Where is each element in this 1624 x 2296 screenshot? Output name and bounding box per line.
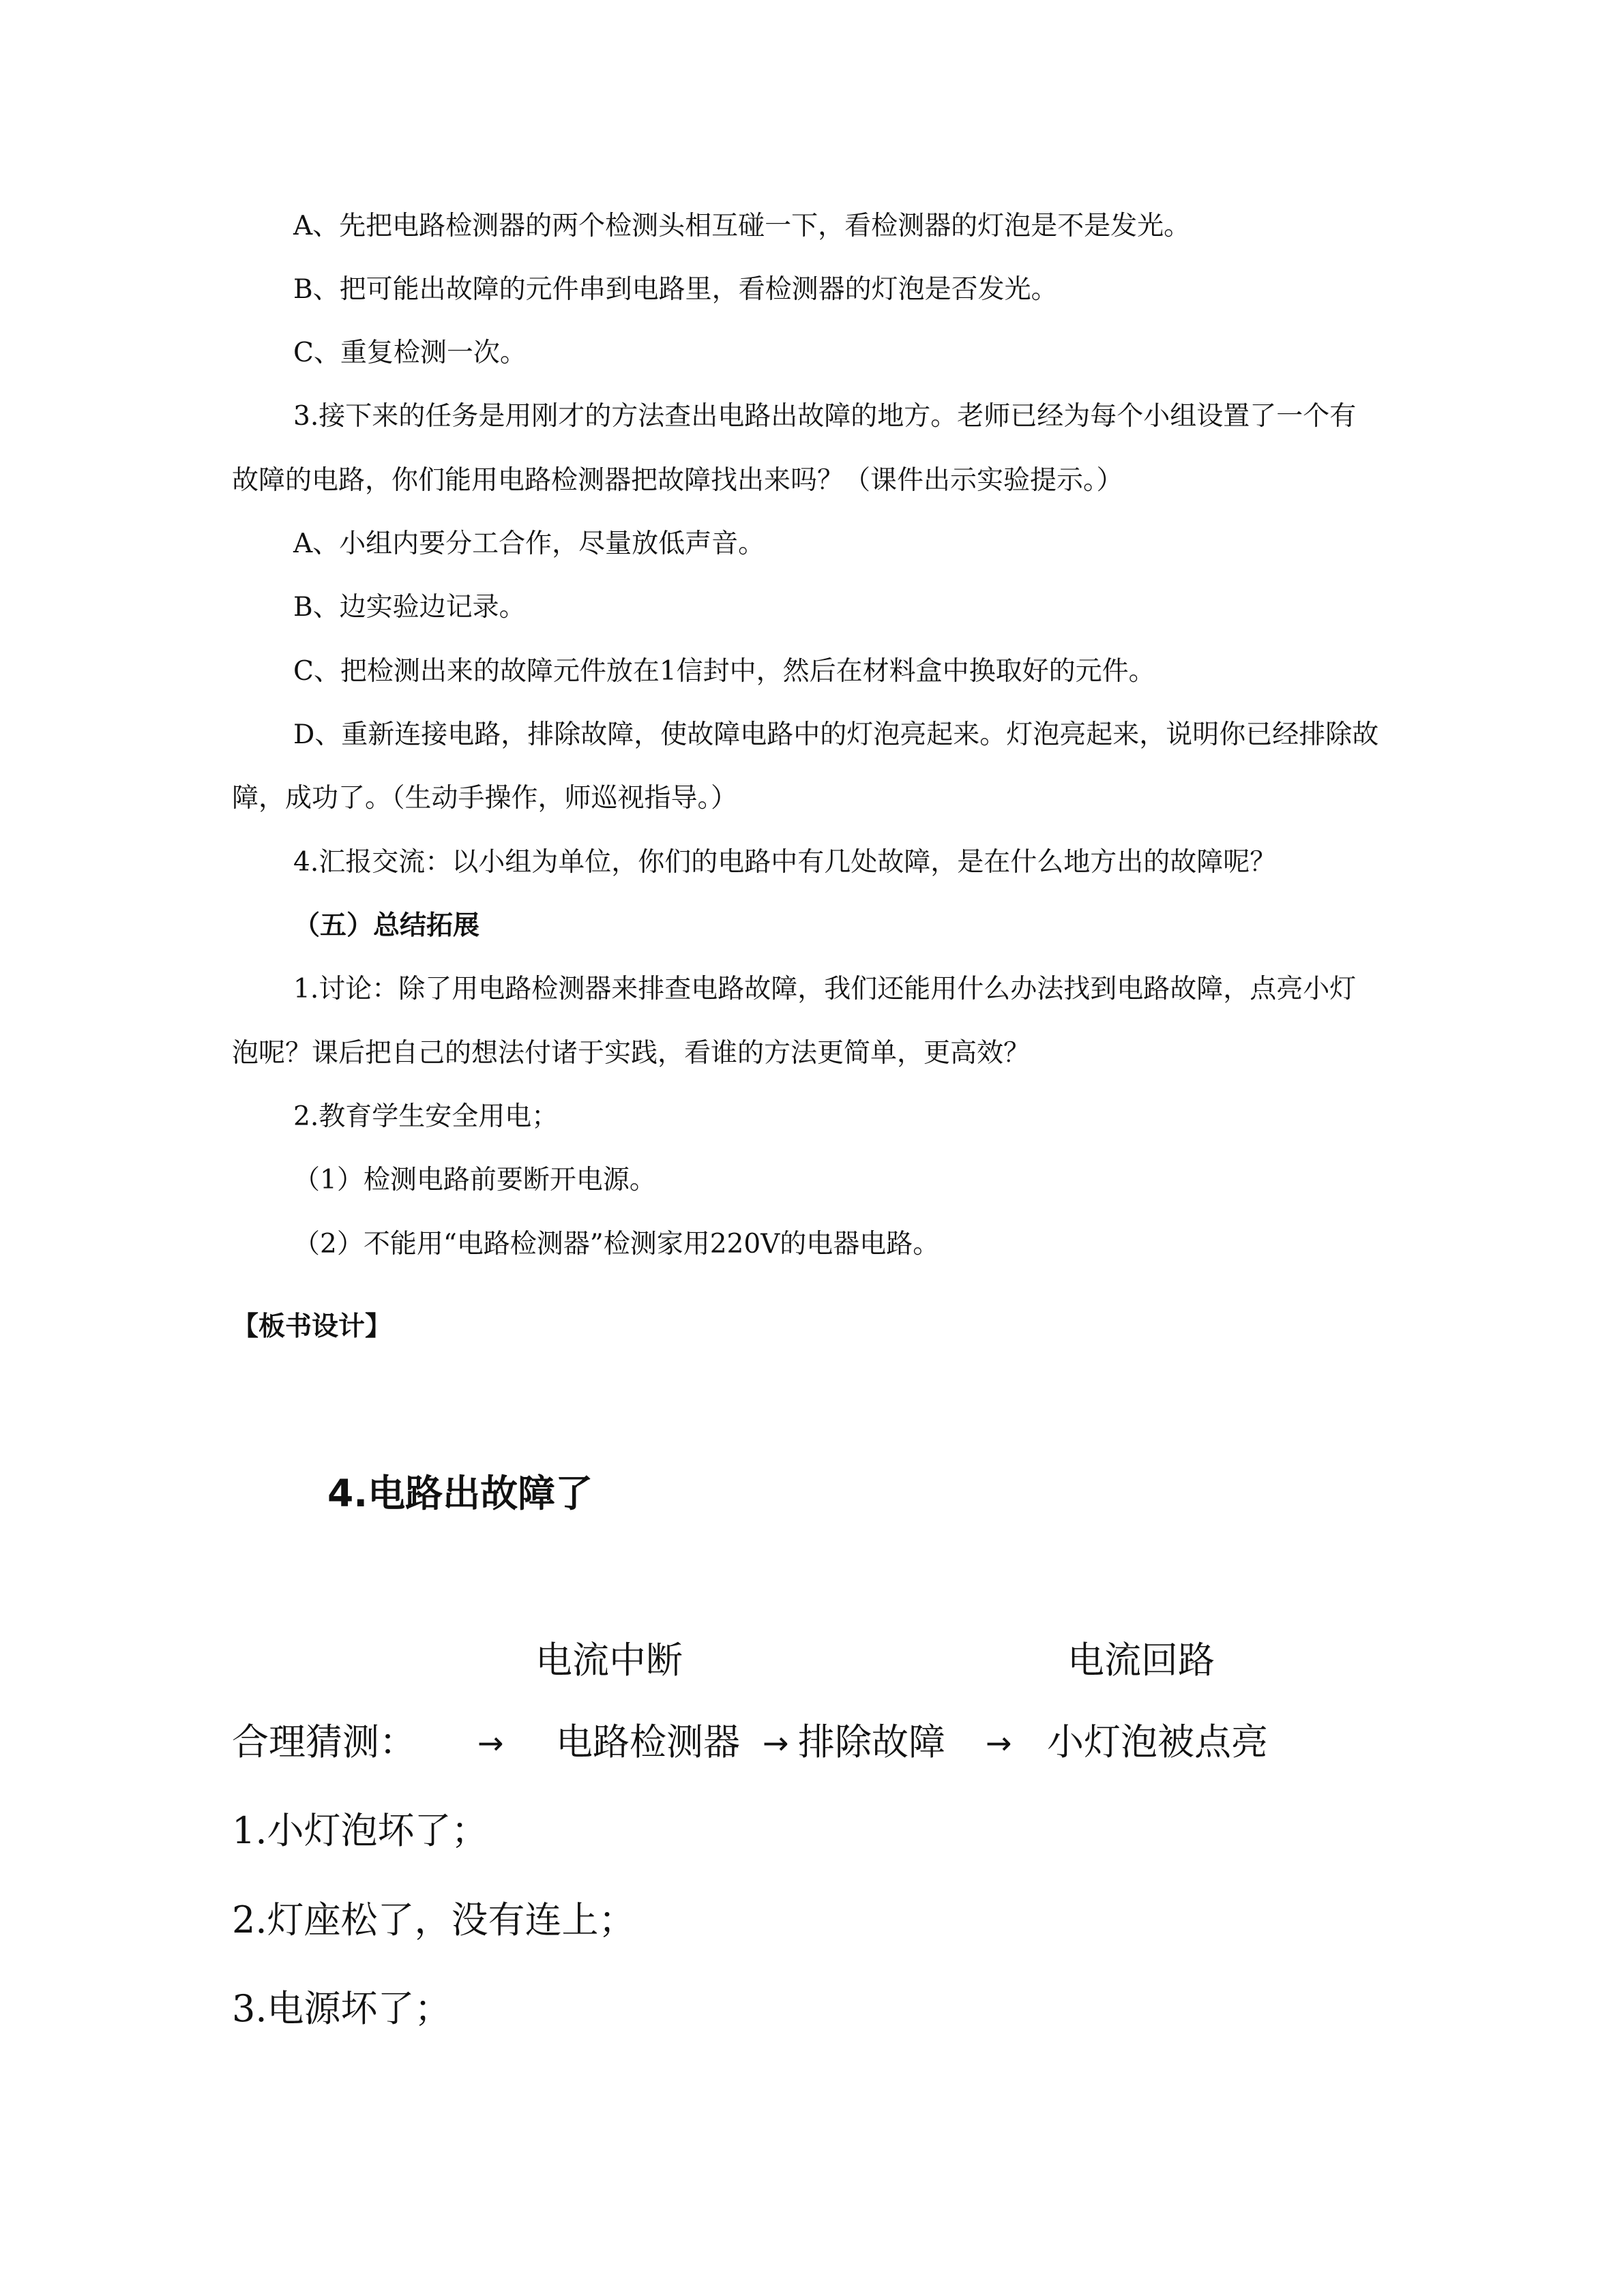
safety-heading: 2.教育学生安全用电； — [293, 1101, 559, 1132]
arrow-icon: → — [477, 1725, 504, 1761]
arrow-icon: → — [763, 1725, 789, 1761]
step-a-check-tips: A、先把电路检测器的两个检测头相互碰一下，看检测器的灯泡是不是发光。 — [293, 211, 1191, 241]
step-c-check-tips: C、重复检测一次。 — [293, 338, 527, 368]
guess-item-1: 1.小灯泡坏了； — [232, 1809, 488, 1852]
task-3-paragraph-line2: 故障的电路，你们能用电路检测器把故障找出来吗？（课件出示实验提示。） — [232, 465, 1123, 496]
experiment-tip-d-line1: D、重新连接电路，排除故障，使故障电路中的灯泡亮起来。灯泡亮起来，说明你已经排除故 — [293, 719, 1379, 750]
board-label-current-loop: 电流回路 — [1067, 1639, 1215, 1682]
guess-item-3: 3.电源坏了； — [232, 1987, 452, 2030]
step-b-check-tips: B、把可能出故障的元件串到电路里，看检测器的灯泡是否发光。 — [293, 274, 1058, 305]
board-step-fix-fault: 排除故障 — [798, 1720, 945, 1763]
task-3-paragraph-line1: 3.接下来的任务是用刚才的方法查出电路出故障的地方。老师已经为每个小组设置了一个有 — [293, 401, 1357, 432]
discussion-line1: 1.讨论：除了用电路检测器来排查电路故障，我们还能用什么办法找到电路故障，点亮小灯 — [293, 974, 1357, 1004]
experiment-tip-b: B、边实验边记录。 — [293, 592, 526, 623]
experiment-tip-a: A、小组内要分工合作，尽量放低声音。 — [293, 528, 765, 559]
board-step-circuit-tester: 电路检测器 — [556, 1720, 740, 1763]
board-label-current-interrupted: 电流中断 — [535, 1639, 683, 1682]
arrow-icon: → — [986, 1725, 1012, 1761]
board-title: 4.电路出故障了 — [327, 1472, 593, 1515]
safety-item-1: （1）检测电路前要断开电源。 — [293, 1165, 656, 1195]
experiment-tip-c: C、把检测出来的故障元件放在1信封中，然后在材料盒中换取好的元件。 — [293, 656, 1155, 687]
section-5-heading: （五）总结拓展 — [293, 910, 480, 941]
board-reasonable-guess-label: 合理猜测： — [232, 1720, 416, 1763]
board-design-label: 【板书设计】 — [232, 1311, 392, 1342]
discussion-line2: 泡呢？课后把自己的想法付诸于实践，看谁的方法更简单，更高效？ — [232, 1038, 1031, 1069]
safety-item-2: （2）不能用“电路检测器”检测家用220V的电器电路。 — [293, 1229, 940, 1259]
experiment-tip-d-line2: 障，成功了。（生动手操作，师巡视指导。） — [232, 783, 738, 814]
board-step-bulb-lit: 小灯泡被点亮 — [1047, 1720, 1268, 1763]
guess-item-2: 2.灯座松了，没有连上； — [232, 1898, 636, 1941]
task-4-report: 4.汇报交流：以小组为单位，你们的电路中有几处故障，是在什么地方出的故障呢？ — [293, 847, 1277, 878]
